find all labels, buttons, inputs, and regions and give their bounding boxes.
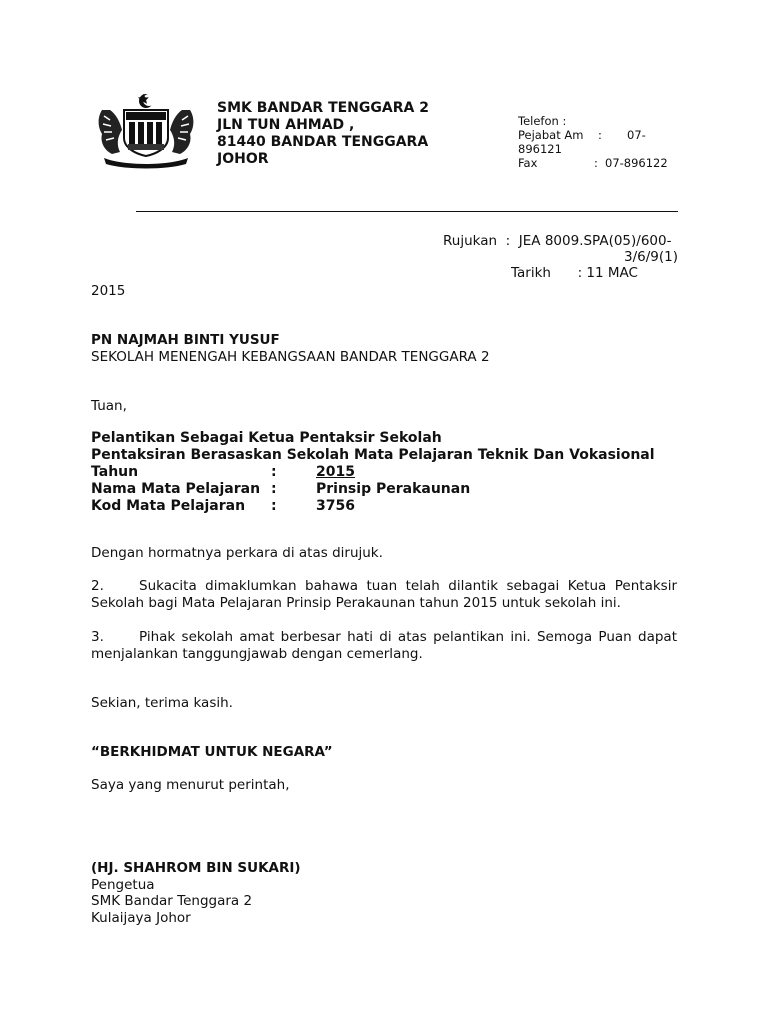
subject-line-1: Pelantikan Sebagai Ketua Pentaksir Sekolah: [91, 430, 442, 446]
paragraph-3-text: Pihak sekolah amat berbesar hati di atas pelantikan ini. Semoga Puan dapat menjalankan tanggungjawab dengan cemerlang.: [91, 629, 677, 662]
field-value: 2015: [316, 464, 355, 480]
fax-sep: :: [594, 156, 598, 170]
school-postcode-city: 81440 BANDAR TENGGARA: [217, 134, 429, 150]
recipient-name: PN NAJMAH BINTI YUSUF: [91, 332, 280, 348]
paragraph-2: [91, 578, 677, 612]
field-sep: :: [271, 481, 277, 497]
signer-location: Kulaijaya Johor: [91, 909, 191, 926]
reference-sep: :: [505, 233, 511, 249]
signer-title: Pengetua: [91, 876, 155, 893]
office-phone-value-cont: 896121: [518, 142, 562, 156]
reference-label: Rujukan: [443, 233, 498, 249]
contact-title: Telefon :: [518, 114, 567, 128]
fax-value: 07-896122: [605, 156, 668, 170]
signature-block: [91, 860, 301, 926]
field-label: Kod Mata Pelajaran: [91, 498, 246, 514]
field-sep: :: [271, 464, 277, 480]
subject-block: [91, 430, 655, 464]
office-phone-value: 07-: [627, 128, 646, 142]
closing-line: Sekian, terima kasih.: [91, 695, 233, 711]
field-sep: :: [271, 498, 277, 514]
subject-line-2: Pentaksiran Berasaskan Sekolah Mata Pelajaran Teknik Dan Vokasional: [91, 447, 655, 463]
reference-block: [443, 233, 678, 265]
field-row-subject-name: [91, 481, 470, 498]
letterhead-divider: [136, 211, 678, 212]
paragraph-3-number: 3.: [91, 629, 104, 645]
contact-block: [518, 114, 678, 174]
signer-name: (HJ. SHAHROM BIN SUKARI): [91, 860, 301, 876]
paragraph-2-number: 2.: [91, 578, 104, 594]
date-year: 2015: [91, 283, 126, 299]
office-phone-row: [518, 128, 678, 142]
field-value: 3756: [316, 498, 355, 514]
paragraph-2-text: Sukacita dimaklumkan bahawa tuan telah dilantik sebagai Ketua Pentaksir Sekolah bagi Mata Pelajaran Prinsip Perakaunan tahun 2015 untuk sekolah ini.: [91, 578, 677, 611]
field-row-subject-code: [91, 498, 470, 515]
obedience-line: Saya yang menurut perintah,: [91, 777, 290, 793]
motto: “BERKHIDMAT UNTUK NEGARA”: [91, 744, 333, 760]
field-label: Nama Mata Pelajaran: [91, 481, 261, 497]
date-sep: :: [577, 265, 583, 281]
school-address-block: [217, 100, 429, 168]
fax-row: [518, 156, 678, 170]
paragraph-3: [91, 629, 677, 663]
recipient-school: SEKOLAH MENENGAH KEBANGSAAN BANDAR TENGGARA 2: [91, 349, 490, 365]
office-phone-label: Pejabat Am: [518, 128, 584, 142]
paragraph-1: Dengan hormatnya perkara di atas dirujuk.: [91, 545, 383, 561]
coat-of-arms-logo: [94, 92, 198, 170]
reference-value-cont: 3/6/9(1): [624, 249, 678, 265]
field-label: Tahun: [91, 464, 139, 480]
date-row: [511, 265, 638, 281]
school-street: JLN TUN AHMAD ,: [217, 117, 355, 133]
school-state: JOHOR: [217, 151, 269, 167]
date-label: Tarikh: [511, 265, 551, 281]
reference-value: JEA 8009.SPA(05)/600-: [518, 233, 672, 249]
fax-label: Fax: [518, 156, 538, 170]
salutation: Tuan,: [91, 398, 127, 414]
office-phone-sep: :: [598, 128, 602, 142]
signer-school: SMK Bandar Tenggara 2: [91, 893, 253, 909]
subject-fields: [91, 464, 470, 515]
school-name: SMK BANDAR TENGGARA 2: [217, 100, 429, 116]
field-row-year: [91, 464, 470, 481]
date-value: 11 MAC: [586, 265, 638, 281]
field-value: Prinsip Perakaunan: [316, 481, 471, 497]
